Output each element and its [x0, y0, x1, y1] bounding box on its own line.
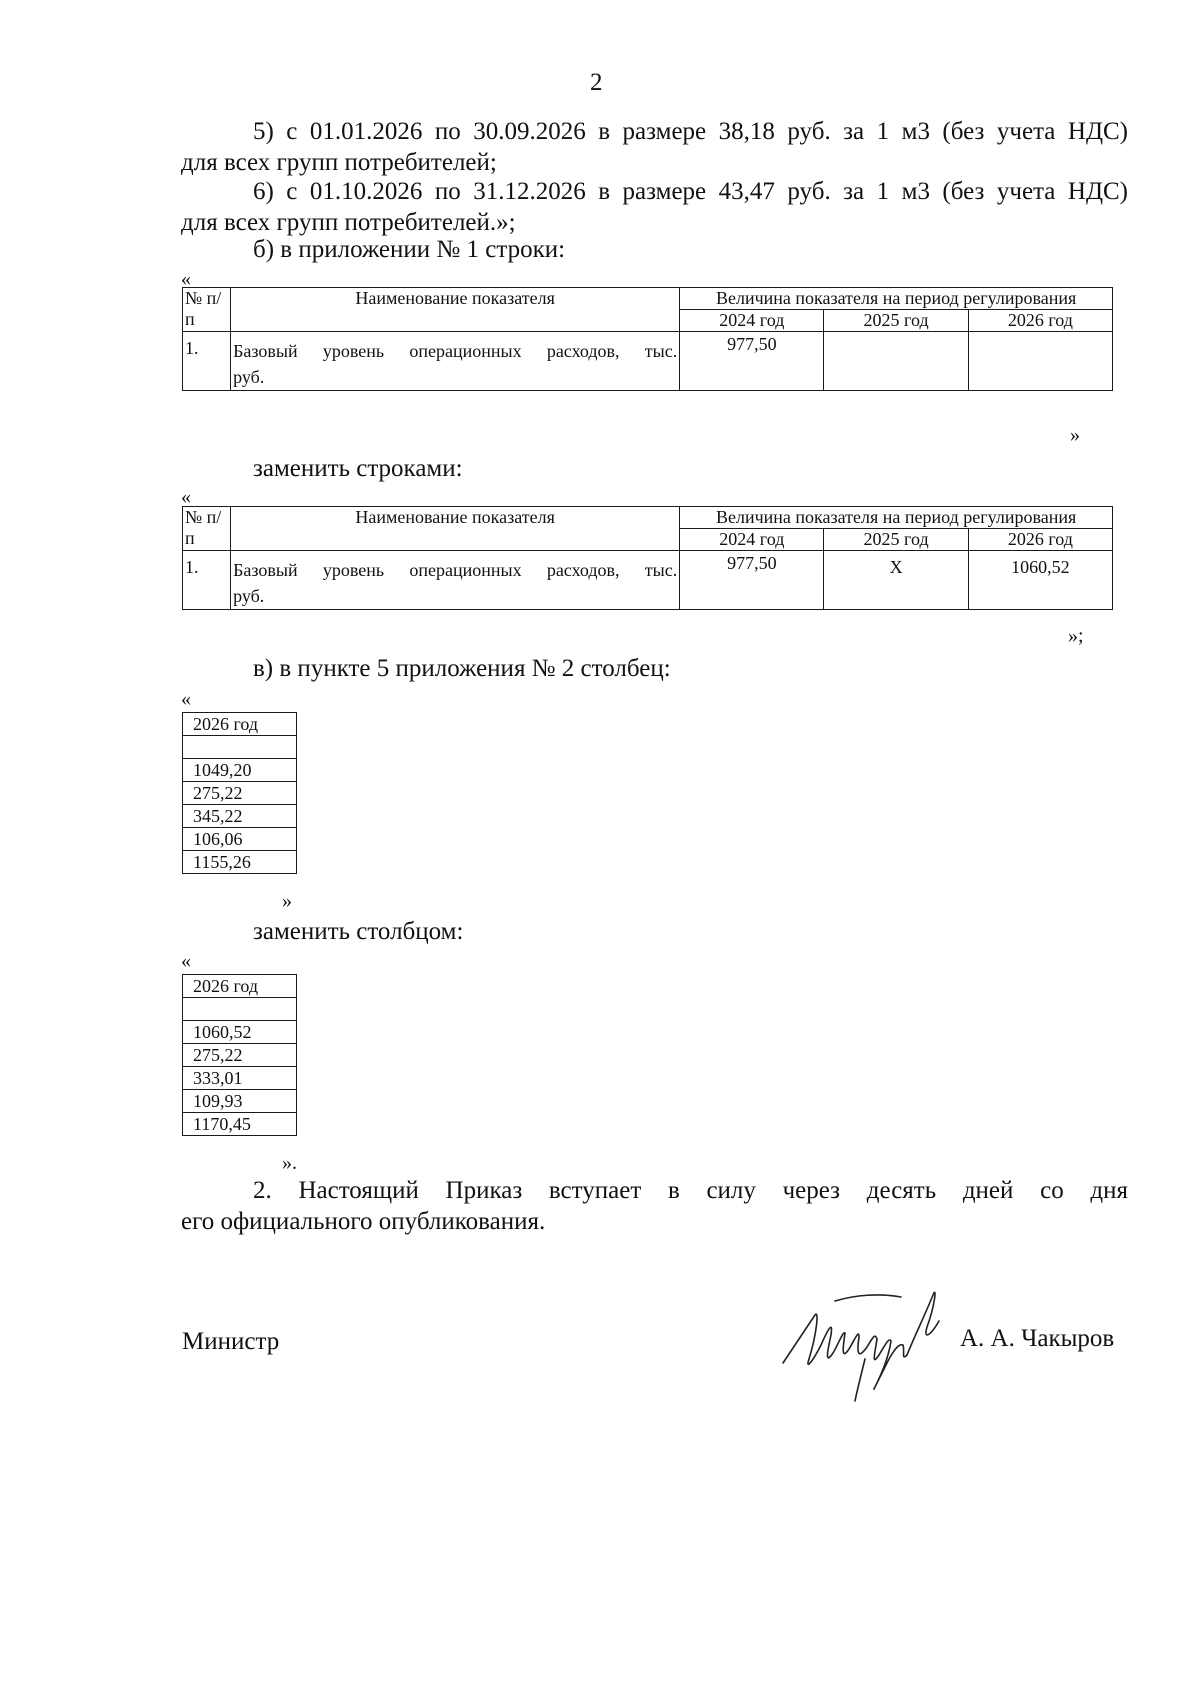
paragraph-5-line-2: для всех групп потребителей; [181, 149, 497, 176]
column-new-cell: 1060,52 [183, 1021, 297, 1044]
paragraph-5-line-1: 5) с 01.01.2026 по 30.09.2026 в размере 38,18 руб. за 1 м3 (без учета НДС) [253, 118, 1128, 145]
paragraph-2-line-1: 2. Настоящий Приказ вступает в силу через десять дней со дня [253, 1177, 1128, 1204]
table-row [183, 332, 1113, 391]
table-old-rows [182, 287, 1113, 391]
column-old-cell: 1049,20 [183, 759, 297, 782]
row-name [231, 332, 680, 391]
header-number: № п/п [183, 507, 231, 551]
header-period: Величина показателя на период регулирования [680, 507, 1113, 529]
signatory-title: Министр [182, 1328, 280, 1355]
column-old-cell: 1155,26 [183, 851, 297, 874]
handwritten-signature [775, 1275, 985, 1405]
close-quote-1: » [1070, 424, 1080, 446]
open-quote-3: « [181, 688, 191, 710]
row-name-line-1: Базовый уровень операционных расходов, тыс. [233, 560, 678, 580]
open-quote-4: « [181, 950, 191, 972]
row-name-line-1: Базовый уровень операционных расходов, тыс. [233, 341, 678, 361]
header-year-2024: 2024 год [680, 310, 824, 332]
paragraph-6 [181, 176, 1128, 238]
header-year-2026: 2026 год [968, 310, 1112, 332]
column-new [182, 974, 297, 1136]
row-name [231, 551, 680, 610]
row-name-line-2: руб. [233, 367, 265, 387]
column-new-cell: 333,01 [183, 1067, 297, 1090]
header-year-2025: 2025 год [824, 529, 968, 551]
paragraph-6-line-1: 6) с 01.10.2026 по 31.12.2026 в размере 43,47 руб. за 1 м3 (без учета НДС) [253, 178, 1128, 205]
column-new-cell: 275,22 [183, 1044, 297, 1067]
replace-rows-label: заменить строками: [253, 455, 463, 482]
header-year-2024: 2024 год [680, 529, 824, 551]
column-old-cell: 345,22 [183, 805, 297, 828]
value-2025: X [824, 551, 968, 610]
value-2024: 977,50 [680, 332, 824, 391]
header-year-2025: 2025 год [824, 310, 968, 332]
header-number: № п/п [183, 288, 231, 332]
value-2024: 977,50 [680, 551, 824, 610]
close-quote-period: ». [282, 1152, 297, 1174]
column-old-cell: 106,06 [183, 828, 297, 851]
paragraph-2 [181, 1175, 1128, 1237]
close-quote-2: » [282, 890, 292, 912]
paragraph-6-line-2: для всех групп потребителей.»; [181, 209, 516, 236]
table-row [183, 551, 1113, 610]
close-quote-semicolon: »; [1068, 625, 1084, 647]
column-new-cell [183, 998, 297, 1021]
table-new-rows [182, 506, 1113, 610]
open-quote-1: « [181, 268, 191, 290]
open-quote-2: « [181, 486, 191, 508]
header-year-2026: 2026 год [968, 529, 1112, 551]
item-v-intro: в) в пункте 5 приложения № 2 столбец: [253, 655, 671, 682]
column-new-cell: 1170,45 [183, 1113, 297, 1136]
header-period: Величина показателя на период регулирования [680, 288, 1113, 310]
row-number: 1. [183, 551, 231, 610]
header-name: Наименование показателя [231, 288, 680, 332]
column-new-header: 2026 год [183, 975, 297, 998]
value-2025 [824, 332, 968, 391]
paragraph-2-line-2: его официального опубликования. [181, 1208, 546, 1235]
column-new-cell: 109,93 [183, 1090, 297, 1113]
column-old [182, 712, 297, 874]
replace-column-label: заменить столбцом: [253, 918, 464, 945]
paragraph-5 [181, 116, 1128, 178]
item-b-intro: б) в приложении № 1 строки: [253, 236, 566, 263]
page-number: 2 [590, 69, 603, 96]
header-name: Наименование показателя [231, 507, 680, 551]
row-name-line-2: руб. [233, 586, 265, 606]
column-old-cell [183, 736, 297, 759]
column-old-header: 2026 год [183, 713, 297, 736]
column-old-cell: 275,22 [183, 782, 297, 805]
value-2026: 1060,52 [968, 551, 1112, 610]
row-number: 1. [183, 332, 231, 391]
value-2026 [968, 332, 1112, 391]
signatory-name: А. А. Чакыров [960, 1325, 1115, 1352]
